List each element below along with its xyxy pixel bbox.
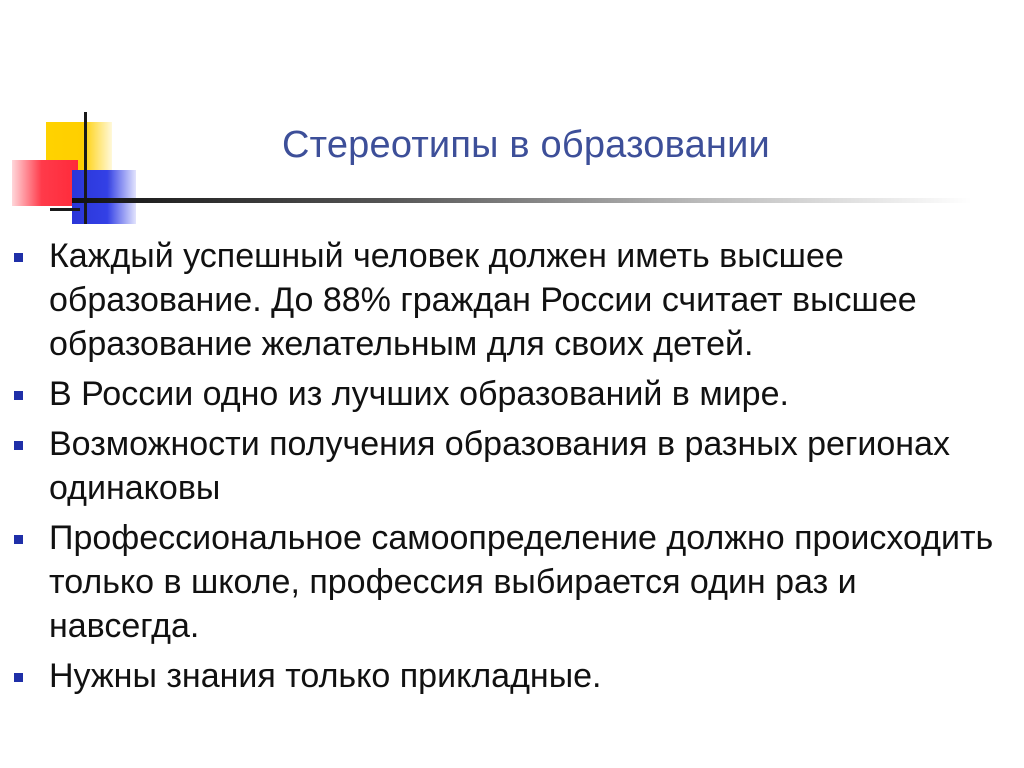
bullet-item xyxy=(0,234,1024,366)
square-bullet-icon xyxy=(14,535,23,544)
red-square xyxy=(12,160,78,206)
bullet-item xyxy=(0,422,1024,510)
vertical-rule xyxy=(84,112,87,224)
bullet-text: Возможности получения образования в разных регионах одинаковы xyxy=(49,425,950,507)
square-bullet-icon xyxy=(14,673,23,682)
square-bullet-icon xyxy=(14,253,23,262)
bullet-text: В России одно из лучших образований в мире. xyxy=(49,375,789,413)
bullet-item xyxy=(0,372,1024,416)
bullet-text: Каждый успешный человек должен иметь высшее образование. До 88% граждан России считает высшее образование желательным для своих детей. xyxy=(49,237,917,363)
square-bullet-icon xyxy=(14,391,23,400)
bullet-item xyxy=(0,654,1024,698)
slide-title: Стереотипы в образовании xyxy=(282,124,770,166)
decorative-logo xyxy=(0,0,160,240)
bullet-list xyxy=(0,234,1024,704)
title-underline xyxy=(72,198,972,203)
square-bullet-icon xyxy=(14,441,23,450)
bullet-text: Нужны знания только прикладные. xyxy=(49,657,602,695)
short-horizontal-rule xyxy=(50,208,80,211)
bullet-text: Профессиональное самоопределение должно происходить только в школе, профессия выбирается один раз и навсегда. xyxy=(49,519,994,645)
blue-square xyxy=(72,170,136,224)
bullet-item xyxy=(0,516,1024,648)
